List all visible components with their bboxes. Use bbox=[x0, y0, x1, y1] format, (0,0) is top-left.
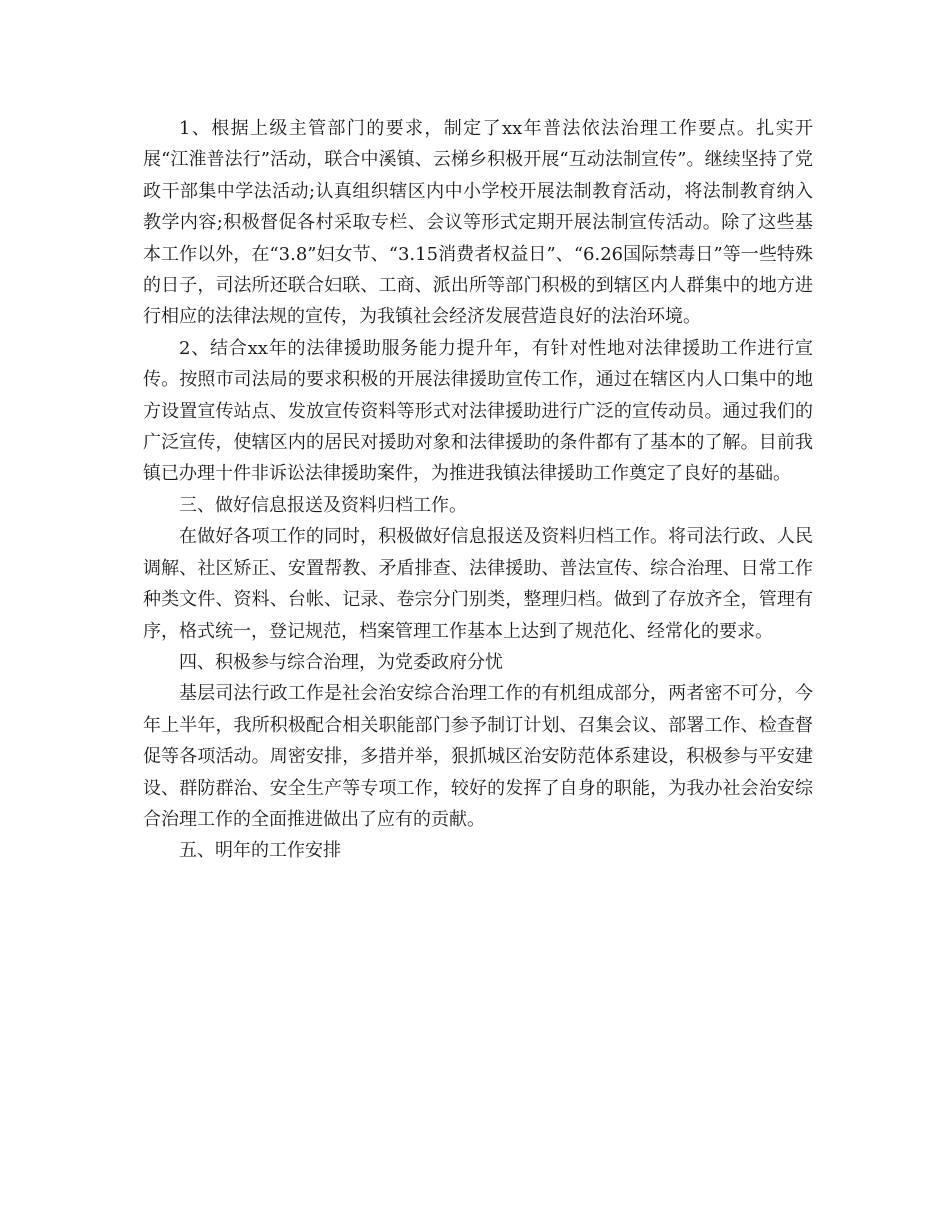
section-heading-archiving: 三、做好信息报送及资料归档工作。 bbox=[179, 494, 467, 516]
section-heading-comprehensive-governance: 四、积极参与综合治理，为党委政府分忧 bbox=[179, 651, 503, 673]
paragraph-legal-aid: 2、结合xx年的法律援助服务能力提升年，有针对性地对法律援助工作进行宣传。按照市司法局的要求积极的开展法律援助宣传工作，通过在辖区内人口集中的地方设置宣传站点、发放宣传资料等形式对法律援助进行广泛的宣传动员。通过我们的广泛宣传，使辖区内的居民对援助对象和法律援助的条件都有了基本的了解。目前我镇已办理十件非诉讼法律援助案件，为推进我镇法律援助工作奠定了良好的基础。 bbox=[143, 337, 813, 485]
section-heading-next-year-plan: 五、明年的工作安排 bbox=[179, 840, 341, 862]
paragraph-comprehensive-governance: 基层司法行政工作是社会治安综合治理工作的有机组成部分，两者密不可分，今年上半年，我所积极配合相关职能部门参予制订计划、召集会议、部署工作、检查督促等各项活动。周密安排，多措并举，狠抓城区治安防范体系建设，积极参与平安建设、群防群治、安全生产等专项工作，较好的发挥了自身的职能，为我办社会治安综合治理工作的全面推进做出了应有的贡献。 bbox=[143, 683, 813, 830]
paragraph-legal-publicity: 1、根据上级主管部门的要求，制定了xx年普法依法治理工作要点。扎实开展“江淮普法行”活动，联合中溪镇、云梯乡积极开展“互动法制宣传”。继续坚持了党政干部集中学法活动;认真组织辖区内中小学校开展法制教育活动，将法制教育纳入教学内容;积极督促各村采取专栏、会议等形式定期开展法制宣传活动。除了这些基本工作以外，在“3.8”妇女节、“3.15消费者权益日”、“6.26国际禁毒日”等一些特殊的日子，司法所还联合妇联、工商、派出所等部门积极的到辖区内人群集中的地方进行相应的法律法规的宣传，为我镇社会经济发展营造良好的法治环境。 bbox=[143, 118, 813, 328]
paragraph-archiving: 在做好各项工作的同时，积极做好信息报送及资料归档工作。将司法行政、人民调解、社区矫正、安置帮教、矛盾排查、法律援助、普法宣传、综合治理、日常工作种类文件、资料、台帐、记录、卷宗分门别类，整理归档。做到了存放齐全，管理有序，格式统一，登记规范，档案管理工作基本上达到了规范化、经常化的要求。 bbox=[143, 526, 813, 642]
document-body bbox=[143, 113, 813, 867]
